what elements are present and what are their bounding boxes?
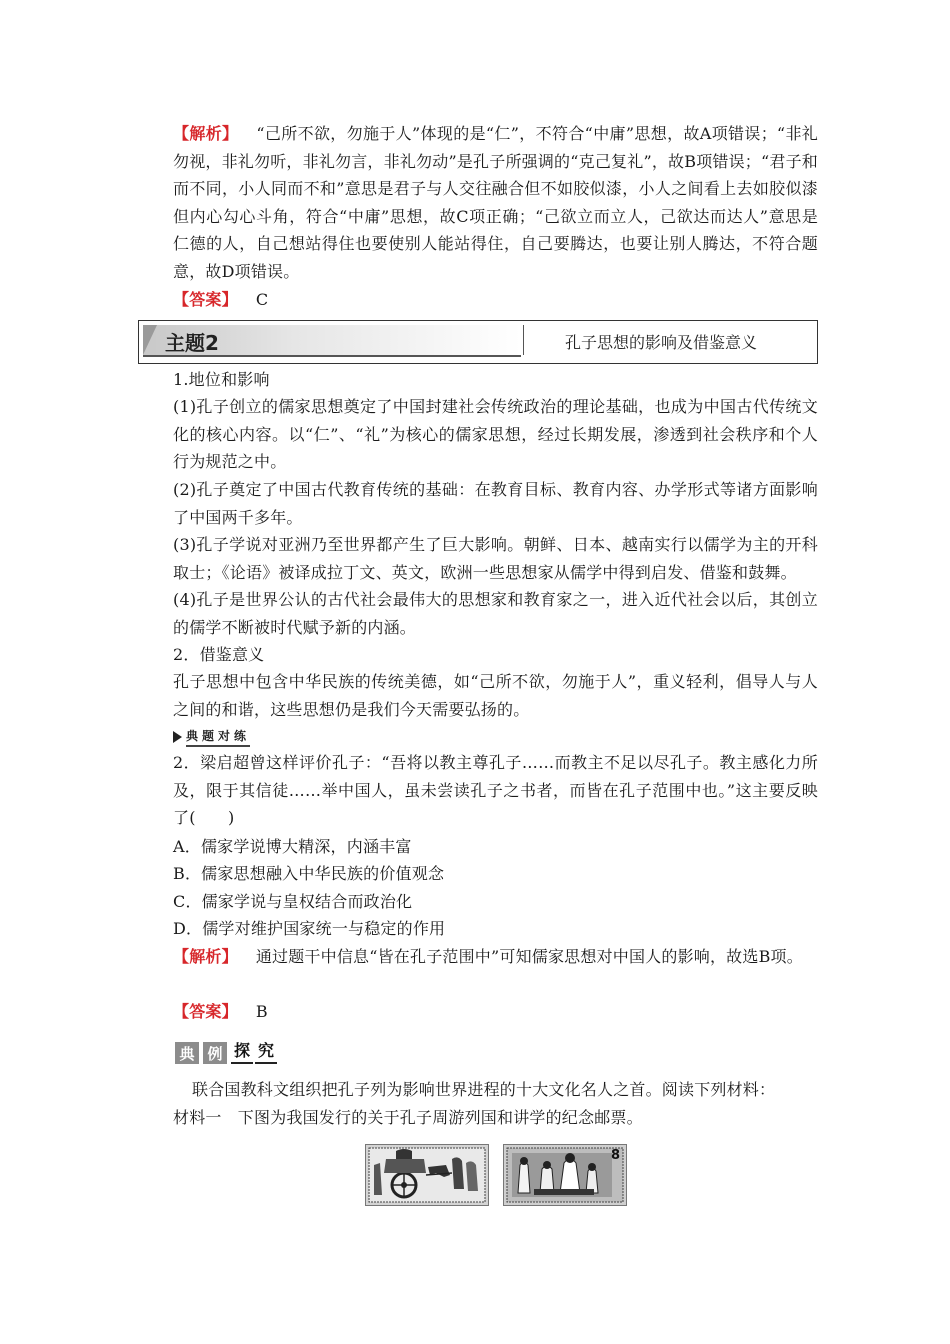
practice-heading bbox=[173, 729, 250, 745]
topic-title: 孔子思想的影响及借鉴意义 bbox=[565, 333, 758, 352]
topic-label-box bbox=[143, 325, 521, 357]
option-a: A．儒家学说博大精深，内涵丰富 bbox=[173, 837, 412, 856]
section1-paragraph-3: (3)孔子学说对亚洲乃至世界都产生了巨大影响。朝鲜、日本、越南实行以儒学为主的开科取士；《论语》被译成拉丁文、英文，欧洲一些思想家从儒学中得到启发、借鉴和鼓舞。 bbox=[173, 535, 818, 582]
answer-value: C bbox=[255, 290, 269, 309]
section1-paragraph-2: (2)孔子奠定了中国古代教育传统的基础：在教育目标、教育内容、办学形式等诸方面影响了中国两千多年。 bbox=[173, 480, 818, 527]
answer-line-1 bbox=[173, 286, 818, 314]
analysis-text: 通过题干中信息“皆在孔子范围中”可知儒家思想对中国人的影响，故选B项。 bbox=[255, 947, 803, 966]
section2-heading: 2．借鉴意义 bbox=[173, 645, 265, 664]
topic-label: 主题2 bbox=[165, 331, 219, 355]
teaching-illustration bbox=[504, 1145, 626, 1205]
example-heading-char-4: 究 bbox=[255, 1040, 277, 1064]
example-intro: 联合国教科文组织把孔子列为影响世界进程的十大文化名人之首。阅读下列材料： bbox=[192, 1080, 776, 1099]
section1-paragraph-1: (1)孔子创立的儒家思想奠定了中国封建社会传统政治的理论基础，也成为中国古代传统文化的核心内容。以“仁”、“礼”为核心的儒家思想，经过长期发展，渗透到社会秩序和个人行为规范之中。 bbox=[173, 397, 818, 471]
stamp-denomination: 8 bbox=[610, 1148, 620, 1163]
analysis-paragraph-1 bbox=[173, 120, 818, 285]
banner-corner-decoration bbox=[143, 325, 157, 355]
answer-value: B bbox=[255, 1002, 268, 1021]
play-arrow-icon bbox=[173, 731, 182, 743]
practice-heading-text: 典题对练 bbox=[186, 727, 250, 747]
topic-banner bbox=[138, 320, 818, 364]
option-c: C．儒家学说与皇权结合而政治化 bbox=[173, 892, 413, 911]
example-heading-char-2: 例 bbox=[203, 1042, 227, 1064]
analysis-paragraph-2 bbox=[173, 943, 818, 971]
material-1: 材料一 下图为我国发行的关于孔子周游列国和讲学的纪念邮票。 bbox=[173, 1108, 643, 1127]
question-stem: 2．梁启超曾这样评价孔子：“吾将以教主尊孔子……而教主不足以尽孔子。教主感化力所及，限于其信徒……举中国人，虽未尝读孔子之书者，而皆在孔子范围中也。”这主要反映了( ) bbox=[173, 753, 818, 827]
section2-paragraph-1: 孔子思想中包含中华民族的传统美德，如“己所不欲，勿施于人”，重义轻利，倡导人与人之间的和谐，这些思想仍是我们今天需要弘扬的。 bbox=[173, 672, 818, 719]
example-heading-char-1: 典 bbox=[175, 1042, 199, 1064]
analysis-tag: 【解析】 bbox=[173, 124, 239, 143]
answer-tag: 【答案】 bbox=[173, 1002, 238, 1021]
stamp-travel-image bbox=[365, 1144, 489, 1206]
stamp-teaching-image bbox=[503, 1144, 627, 1206]
answer-tag: 【答案】 bbox=[173, 290, 238, 309]
analysis-tag: 【解析】 bbox=[173, 947, 238, 966]
example-heading bbox=[175, 1036, 279, 1064]
answer-line-2 bbox=[173, 998, 818, 1026]
section1-heading: 1.地位和影响 bbox=[173, 370, 270, 389]
option-b: B．儒家思想融入中华民族的价值观念 bbox=[173, 864, 445, 883]
carriage-illustration bbox=[366, 1145, 488, 1205]
option-d: D．儒学对维护国家统一与稳定的作用 bbox=[173, 919, 446, 938]
example-heading-char-3: 探 bbox=[231, 1040, 253, 1064]
section1-paragraph-4: (4)孔子是世界公认的古代社会最伟大的思想家和教育家之一，进入近代社会以后，其创立的儒学不断被时代赋予新的内涵。 bbox=[173, 590, 818, 637]
analysis-text: “己所不欲，勿施于人”体现的是“仁”，不符合“中庸”思想，故A项错误；“非礼勿视，非礼勿听，非礼勿言，非礼勿动”是孔子所强调的“克己复礼”，故B项错误；“君子和而不同，小人同而不和”意思是君子与人交往融合但不如胶似漆，小人之间看上去如胶似漆但内心勾心斗角，符合“中庸”思想，故C项正确；“己欲立而立人，己欲达而达人”意思是仁德的人，自己想站得住也要使别人能站得住，自己要腾达，也要让别人腾达，不符合题意，故D项错误。 bbox=[173, 124, 818, 281]
banner-divider bbox=[523, 325, 524, 355]
